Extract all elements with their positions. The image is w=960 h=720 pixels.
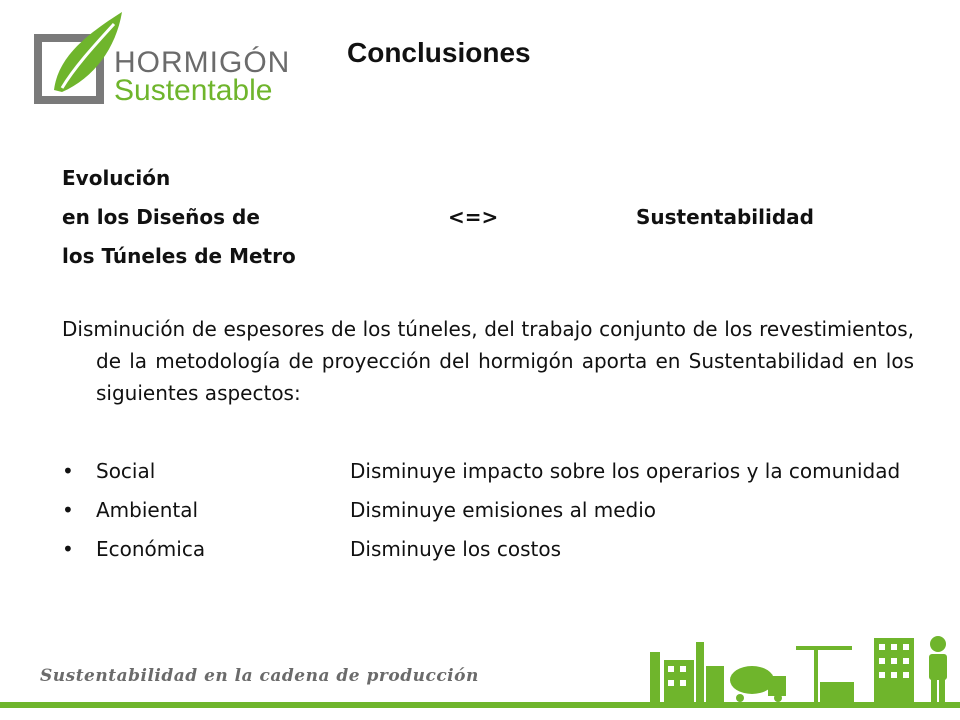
- worker-icon: [929, 636, 947, 702]
- heading-tuneles: los Túneles de Metro: [62, 244, 296, 268]
- list-item: [62, 495, 922, 526]
- brand-name-bottom: Sustentable: [114, 74, 273, 107]
- list-item: [62, 456, 922, 487]
- aspect-term: Económica: [96, 537, 206, 561]
- aspect-term: Ambiental: [96, 498, 199, 522]
- bullet-icon: •: [62, 498, 74, 522]
- heading-evolucion: Evolución: [62, 166, 171, 190]
- footer-tagline: Sustentabilidad en la cadena de producción: [40, 666, 479, 686]
- aspect-description: Disminuye emisiones al medio: [350, 498, 657, 522]
- bullet-icon: •: [62, 459, 74, 483]
- list-item: [62, 534, 922, 565]
- heading-disenos: en los Diseños de: [62, 205, 260, 229]
- aspect-description: Disminuye los costos: [350, 537, 561, 561]
- aspect-description: Disminuye impacto sobre los operarios y la comunidad: [350, 459, 901, 483]
- bullet-icon: •: [62, 537, 74, 561]
- slide-title: Conclusiones: [347, 37, 531, 68]
- conclusion-paragraph: Disminución de espesores de los túneles, del trabajo conjunto de los revestimientos, de la metodología de proyección del hormigón aporta en Sustentabilidad en los siguientes aspectos:: [62, 317, 914, 405]
- footer-bar: [0, 702, 960, 708]
- city-skyline-icon: [648, 630, 958, 702]
- equivalence-arrow: <=>: [448, 205, 499, 229]
- aspects-list: [62, 456, 922, 573]
- heading-sustentabilidad: Sustentabilidad: [636, 205, 814, 229]
- aspect-term: Social: [96, 459, 156, 483]
- leaf-logo-icon: [34, 8, 124, 108]
- brand-name-top: HORMIGÓN: [114, 46, 291, 79]
- brand-logo: [34, 8, 304, 108]
